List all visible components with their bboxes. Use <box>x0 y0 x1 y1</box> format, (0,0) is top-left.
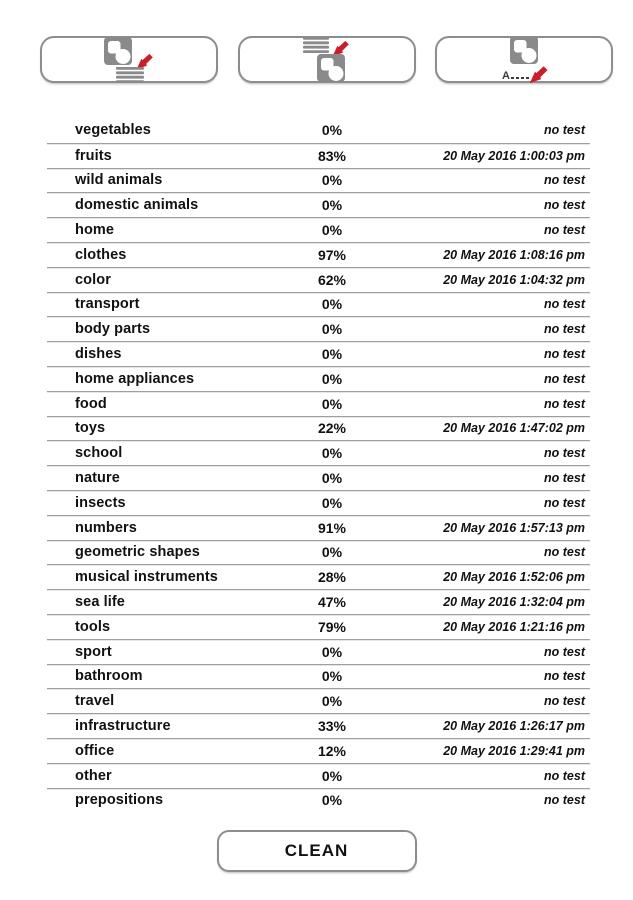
table-row[interactable] <box>47 465 590 490</box>
table-row[interactable] <box>47 614 590 639</box>
table-row[interactable] <box>47 589 590 614</box>
row-category: insects <box>75 494 126 511</box>
table-row[interactable] <box>47 490 590 515</box>
table-row[interactable] <box>47 540 590 565</box>
row-percent: 0% <box>321 197 343 214</box>
table-row[interactable] <box>47 391 590 416</box>
row-category: clothes <box>75 246 127 263</box>
row-last-test-date: no test <box>544 396 585 411</box>
table-row[interactable] <box>47 738 590 763</box>
row-percent: 0% <box>321 122 343 139</box>
row-last-test-date: no test <box>544 495 585 510</box>
table-row[interactable] <box>47 316 590 341</box>
row-last-test-date: no test <box>544 644 585 659</box>
row-category: toys <box>75 420 106 437</box>
row-last-test-date: no test <box>544 198 585 213</box>
row-percent: 12% <box>317 742 347 759</box>
row-category: geometric shapes <box>75 544 200 561</box>
row-category: travel <box>75 693 115 710</box>
row-category: other <box>75 767 112 784</box>
row-category: sport <box>75 643 112 660</box>
row-category: food <box>75 395 107 412</box>
row-percent: 0% <box>321 346 343 363</box>
row-category: tools <box>75 618 111 635</box>
row-category: musical instruments <box>75 569 218 586</box>
row-last-test-date: 20 May 2016 1:52:06 pm <box>443 570 585 585</box>
row-last-test-date: 20 May 2016 1:21:16 pm <box>443 619 585 634</box>
row-last-test-date: 20 May 2016 1:08:16 pm <box>443 247 585 262</box>
table-row[interactable] <box>47 713 590 738</box>
row-percent: 0% <box>321 544 343 561</box>
row-percent: 0% <box>321 494 343 511</box>
row-last-test-date: no test <box>544 768 585 783</box>
row-last-test-date: 20 May 2016 1:47:02 pm <box>443 421 585 436</box>
row-category: dishes <box>75 346 122 363</box>
table-row[interactable] <box>47 788 590 813</box>
row-percent: 0% <box>321 370 343 387</box>
row-last-test-date: no test <box>544 347 585 362</box>
row-last-test-date: 20 May 2016 1:57:13 pm <box>443 520 585 535</box>
table-row[interactable] <box>47 440 590 465</box>
row-last-test-date: 20 May 2016 1:32:04 pm <box>443 595 585 610</box>
row-percent: 0% <box>321 172 343 189</box>
row-percent: 0% <box>321 470 343 487</box>
row-last-test-date: no test <box>544 446 585 461</box>
row-last-test-date: no test <box>544 669 585 684</box>
table-row[interactable] <box>47 118 590 143</box>
picture-to-words-test-button[interactable] <box>40 36 218 83</box>
row-percent: 0% <box>321 693 343 710</box>
row-last-test-date: no test <box>544 123 585 138</box>
table-row[interactable] <box>47 515 590 540</box>
row-percent: 0% <box>321 767 343 784</box>
row-percent: 28% <box>317 569 347 586</box>
picture-to-typing-test-button[interactable] <box>435 36 613 83</box>
row-category: home <box>75 222 115 239</box>
row-category: color <box>75 271 111 288</box>
row-last-test-date: 20 May 2016 1:29:41 pm <box>443 743 585 758</box>
table-row[interactable] <box>47 688 590 713</box>
row-category: wild animals <box>75 172 163 189</box>
row-percent: 62% <box>317 271 347 288</box>
row-category: nature <box>75 470 120 487</box>
row-percent: 91% <box>317 519 347 536</box>
row-category: vegetables <box>75 122 151 139</box>
table-row[interactable] <box>47 143 590 168</box>
row-last-test-date: 20 May 2016 1:26:17 pm <box>443 719 585 734</box>
row-last-test-date: no test <box>544 173 585 188</box>
row-percent: 0% <box>321 321 343 338</box>
row-last-test-date: no test <box>544 322 585 337</box>
row-category: bathroom <box>75 668 143 685</box>
row-percent: 0% <box>321 222 343 239</box>
table-row[interactable] <box>47 292 590 317</box>
table-row[interactable] <box>47 341 590 366</box>
row-percent: 22% <box>317 420 347 437</box>
row-percent: 0% <box>321 792 343 809</box>
table-row[interactable] <box>47 168 590 193</box>
row-category: prepositions <box>75 792 164 809</box>
words-to-picture-test-button[interactable] <box>238 36 416 83</box>
row-last-test-date: no test <box>544 223 585 238</box>
row-category: domestic animals <box>75 197 199 214</box>
row-category: transport <box>75 296 140 313</box>
row-category: home appliances <box>75 370 195 387</box>
results-table <box>47 118 590 812</box>
row-percent: 47% <box>317 594 347 611</box>
table-row[interactable] <box>47 366 590 391</box>
row-category: fruits <box>75 147 112 164</box>
row-last-test-date: 20 May 2016 1:00:03 pm <box>443 148 585 163</box>
table-row[interactable] <box>47 763 590 788</box>
table-row[interactable] <box>47 192 590 217</box>
row-percent: 33% <box>317 718 347 735</box>
row-category: sea life <box>75 594 125 611</box>
picture-to-typing-icon <box>500 36 548 84</box>
row-last-test-date: no test <box>544 793 585 808</box>
table-row[interactable] <box>47 416 590 441</box>
row-percent: 97% <box>317 246 347 263</box>
table-row[interactable] <box>47 267 590 292</box>
row-last-test-date: no test <box>544 297 585 312</box>
row-percent: 0% <box>321 395 343 412</box>
row-category: school <box>75 445 123 462</box>
row-last-test-date: no test <box>544 471 585 486</box>
row-percent: 0% <box>321 643 343 660</box>
table-row[interactable] <box>47 564 590 589</box>
table-row[interactable] <box>47 639 590 664</box>
row-category: body parts <box>75 321 151 338</box>
row-percent: 0% <box>321 296 343 313</box>
row-category: infrastructure <box>75 718 171 735</box>
row-percent: 79% <box>317 618 347 635</box>
row-category: numbers <box>75 519 137 536</box>
row-last-test-date: 20 May 2016 1:04:32 pm <box>443 272 585 287</box>
row-category: office <box>75 742 115 759</box>
row-last-test-date: no test <box>544 371 585 386</box>
row-percent: 0% <box>321 668 343 685</box>
words-to-picture-icon <box>303 37 351 83</box>
toolbar <box>40 36 613 83</box>
table-row[interactable] <box>47 664 590 689</box>
table-row[interactable] <box>47 217 590 242</box>
table-row[interactable] <box>47 242 590 267</box>
typing-letter-label: A <box>502 69 510 82</box>
picture-to-words-icon <box>104 37 154 83</box>
row-last-test-date: no test <box>544 545 585 560</box>
clean-button[interactable]: CLEAN <box>217 830 417 872</box>
row-percent: 83% <box>317 147 347 164</box>
row-last-test-date: no test <box>544 694 585 709</box>
row-percent: 0% <box>321 445 343 462</box>
